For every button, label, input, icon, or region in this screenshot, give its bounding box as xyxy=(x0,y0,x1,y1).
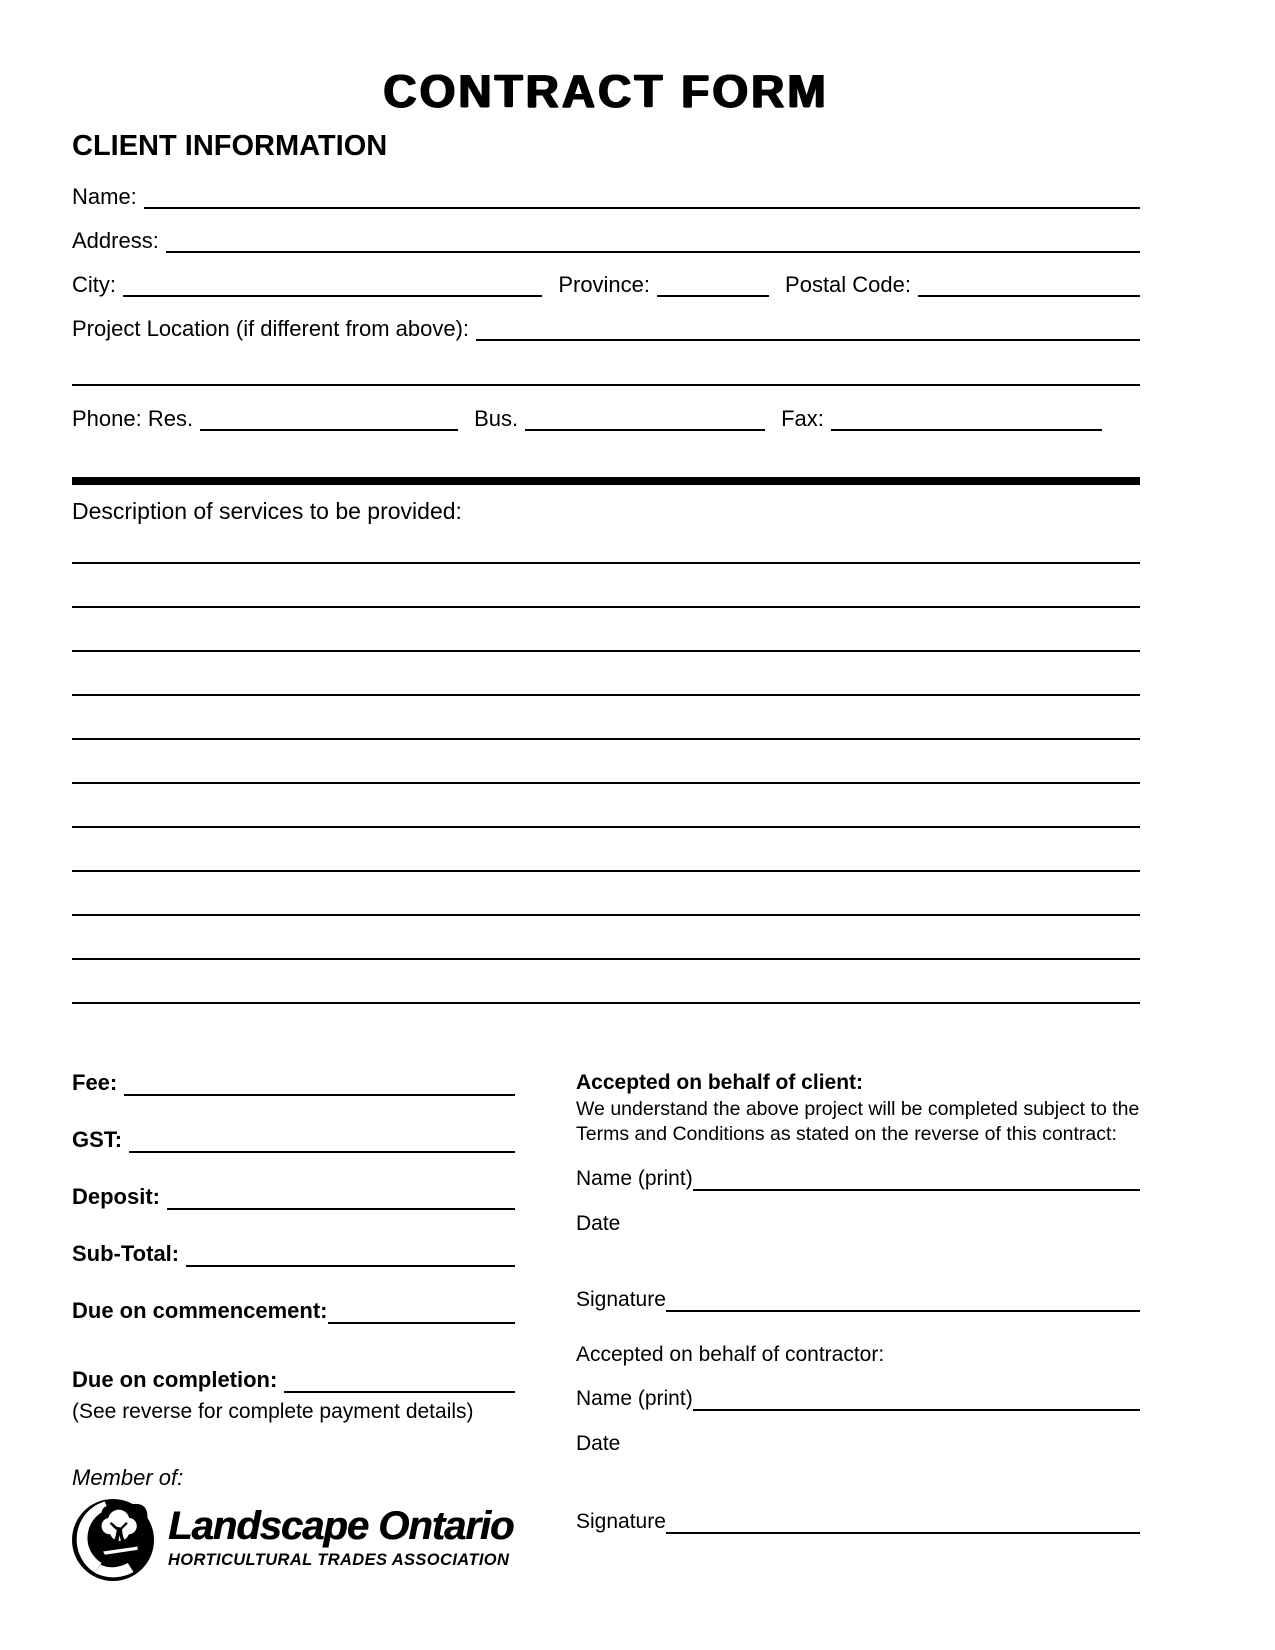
member-of-label: Member of: xyxy=(72,1465,184,1490)
logo-text-block xyxy=(168,1499,520,1570)
bottom-section xyxy=(72,1004,1140,1582)
page-title: CONTRACT FORM xyxy=(383,65,829,117)
project-location-fill-line xyxy=(476,333,1140,341)
section-divider-rule xyxy=(72,477,1140,485)
project-location-label: Project Location (if different from above): xyxy=(72,315,470,341)
due-completion-fill-line xyxy=(284,1385,515,1393)
description-blank-line xyxy=(72,652,1140,696)
contractor-date-row xyxy=(576,1411,1140,1456)
client-name-print-label: Name (print) xyxy=(576,1166,693,1190)
reverse-payment-note: (See reverse for complete payment details) xyxy=(72,1399,474,1423)
name-fill-line xyxy=(144,201,1140,209)
description-blank-line xyxy=(72,872,1140,916)
contractor-signature-fill-line xyxy=(666,1526,1140,1534)
payment-details-column xyxy=(72,1004,515,1582)
logo-org-name: Landscape Ontario xyxy=(168,1504,514,1549)
accepted-contractor-heading: Accepted on behalf of contractor: xyxy=(576,1342,885,1366)
description-lines xyxy=(72,526,1140,1004)
deposit-row xyxy=(72,1153,515,1210)
description-blank-line xyxy=(72,740,1140,784)
description-blank-line xyxy=(72,608,1140,652)
city-province-postal-row xyxy=(72,253,1140,297)
fax-label: Fax: xyxy=(781,405,824,431)
gst-fill-line xyxy=(129,1145,515,1153)
description-blank-line xyxy=(72,960,1140,1004)
client-signature-row xyxy=(576,1236,1140,1312)
description-blank-line xyxy=(72,526,1140,564)
name-field-row xyxy=(72,161,1140,209)
fee-fill-line xyxy=(124,1088,515,1096)
client-date-row xyxy=(576,1191,1140,1236)
client-name-print-fill-line xyxy=(693,1183,1140,1191)
services-description-heading: Description of services to be provided: xyxy=(72,498,462,524)
address-field-row xyxy=(72,209,1140,253)
description-blank-line xyxy=(72,564,1140,608)
accepted-client-heading: Accepted on behalf of client: xyxy=(576,1070,864,1094)
due-commencement-label: Due on commencement: xyxy=(72,1298,328,1324)
phone-res-fill-line xyxy=(200,423,458,431)
client-signature-label: Signature xyxy=(576,1287,666,1311)
acceptance-column xyxy=(576,1004,1140,1534)
client-information-heading: CLIENT INFORMATION xyxy=(72,130,388,162)
fee-label: Fee: xyxy=(72,1070,118,1096)
due-commencement-row xyxy=(72,1267,515,1324)
phone-bus-fill-line xyxy=(525,423,765,431)
project-location-row xyxy=(72,297,1140,341)
due-completion-label: Due on completion: xyxy=(72,1367,278,1393)
project-location-continuation-line xyxy=(72,378,1140,386)
postal-code-label: Postal Code: xyxy=(785,271,911,297)
subtotal-fill-line xyxy=(186,1259,515,1267)
logo-org-subtitle: HORTICULTURAL TRADES ASSOCIATION xyxy=(168,1550,510,1570)
city-label: City: xyxy=(72,271,116,297)
description-blank-line xyxy=(72,828,1140,872)
phone-bus-label: Bus. xyxy=(474,405,519,431)
description-blank-line xyxy=(72,916,1140,960)
client-info-fields xyxy=(72,161,1140,431)
name-label: Name: xyxy=(72,183,137,209)
phone-res-label: Phone: Res. xyxy=(72,405,194,431)
deposit-fill-line xyxy=(167,1202,515,1210)
subtotal-label: Sub-Total: xyxy=(72,1241,180,1267)
contractor-name-print-row xyxy=(576,1367,1140,1411)
province-label: Province: xyxy=(558,271,651,297)
address-label: Address: xyxy=(72,227,159,253)
contractor-name-print-label: Name (print) xyxy=(576,1386,693,1410)
city-fill-line xyxy=(123,289,542,297)
contractor-date-label: Date xyxy=(576,1431,621,1455)
description-blank-line xyxy=(72,696,1140,740)
province-fill-line xyxy=(657,289,769,297)
description-blank-line xyxy=(72,784,1140,828)
due-completion-row xyxy=(72,1324,515,1393)
contractor-signature-label: Signature xyxy=(576,1509,666,1533)
client-name-print-row xyxy=(576,1147,1140,1191)
subtotal-row xyxy=(72,1210,515,1267)
due-commencement-fill-line xyxy=(328,1316,516,1324)
postal-code-fill-line xyxy=(918,289,1140,297)
fee-row xyxy=(72,1004,515,1096)
client-acceptance-statement: We understand the above project will be completed subject to the Terms and Conditions as stated on the reverse of this contract: xyxy=(576,1097,1140,1145)
client-signature-fill-line xyxy=(666,1304,1140,1312)
landscape-ontario-logo xyxy=(72,1499,515,1581)
project-location-continuation-row xyxy=(72,341,1140,386)
deposit-label: Deposit: xyxy=(72,1184,160,1210)
client-date-label: Date xyxy=(576,1211,621,1235)
contractor-signature-row xyxy=(576,1456,1140,1534)
landscape-ontario-tree-icon xyxy=(72,1499,154,1581)
contractor-name-print-fill-line xyxy=(693,1403,1140,1411)
phone-row xyxy=(72,386,1140,431)
fax-fill-line xyxy=(831,423,1102,431)
gst-row xyxy=(72,1096,515,1153)
gst-label: GST: xyxy=(72,1127,123,1153)
address-fill-line xyxy=(166,245,1140,253)
